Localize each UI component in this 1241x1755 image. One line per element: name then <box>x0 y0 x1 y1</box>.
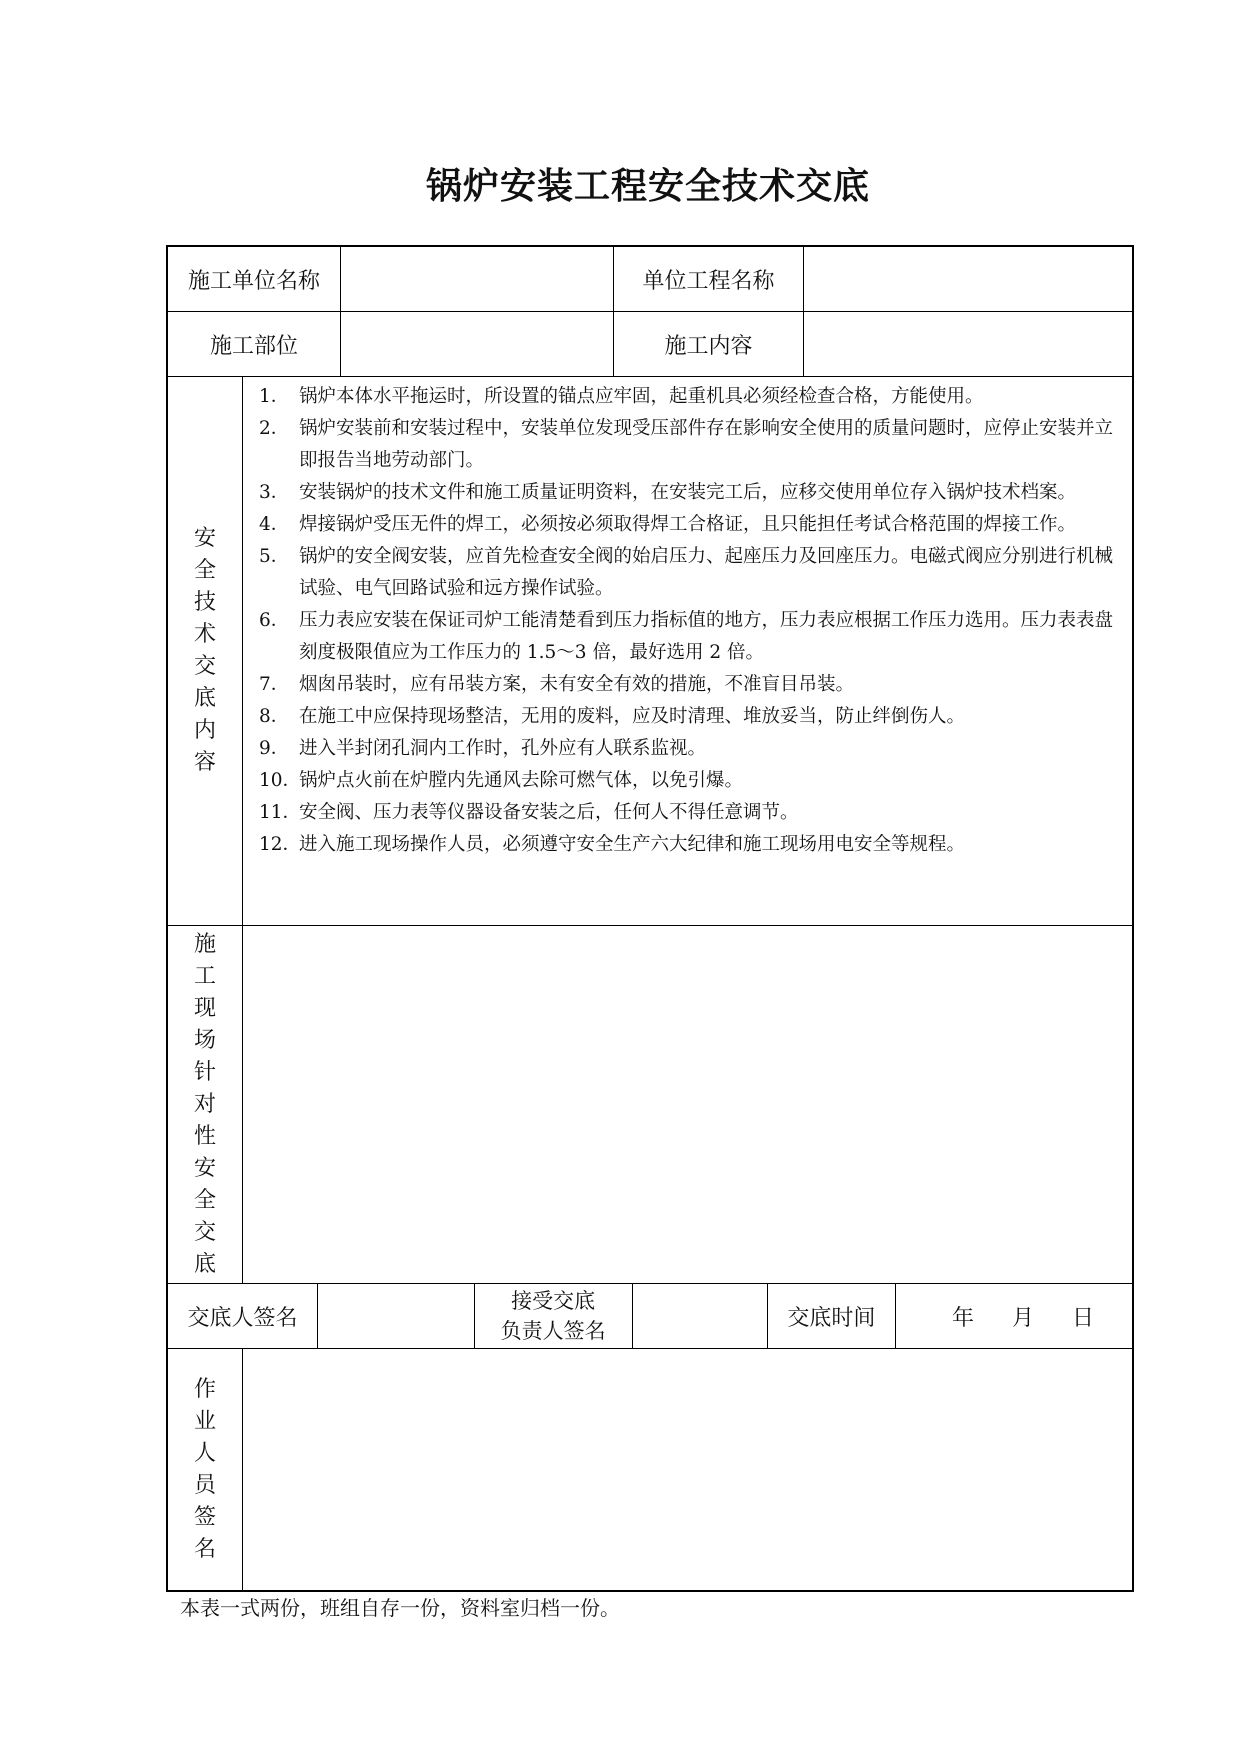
disclosure-form <box>166 245 1134 1592</box>
item-text: 烟囱吊装时，应有吊装方案，未有安全有效的措施，不准盲目吊装。 <box>299 674 855 695</box>
safety-content-row <box>168 377 1132 926</box>
receiver-label-line1: 接受交底 <box>511 1289 596 1313</box>
list-item <box>253 669 1122 701</box>
header-row-2 <box>168 312 1132 377</box>
item-text: 进入施工现场操作人员，必须遵守安全生产六大纪律和施工现场用电安全等规程。 <box>299 834 966 855</box>
item-text: 锅炉安装前和安装过程中，安装单位发现受压部件存在影响安全使用的质量问题时，应停止安装并立即报告当地劳动部门。 <box>299 418 1114 471</box>
location-label: 施工部位 <box>168 312 341 376</box>
label-char: 内 <box>193 718 216 743</box>
safety-items-list <box>243 377 1132 925</box>
item-number: 3． <box>259 482 290 503</box>
disclosure-date-field[interactable] <box>896 1284 1132 1348</box>
label-char: 交 <box>193 654 216 679</box>
label-char: 名 <box>193 1536 216 1562</box>
item-text: 压力表应安装在保证司炉工能清楚看到压力指标值的地方，压力表应根据工作压力选用。压力表表盘刻度极限值应为工作压力的 1.5～3 倍，最好选用 2 倍。 <box>299 610 1114 663</box>
label-char: 员 <box>193 1472 216 1498</box>
item-number: 1． <box>259 386 290 407</box>
label-char: 业 <box>193 1408 216 1434</box>
label-char: 作 <box>193 1376 216 1402</box>
label-char: 全 <box>193 558 216 583</box>
item-text: 锅炉点火前在炉膛内先通风去除可燃气体，以免引爆。 <box>299 770 744 791</box>
item-text: 锅炉的安全阀安装，应首先检查安全阀的始启压力、起座压力及回座压力。电磁式阀应分别进行机械试验、电气回路试验和远方操作试验。 <box>299 546 1114 599</box>
label-char: 针 <box>193 1059 216 1085</box>
project-name-field[interactable] <box>804 247 1132 311</box>
list-item <box>253 765 1122 797</box>
item-number: 8． <box>259 706 290 727</box>
list-item <box>253 701 1122 733</box>
label-char: 术 <box>193 622 216 647</box>
item-number: 5． <box>259 546 290 567</box>
item-text: 焊接锅炉受压无件的焊工，必须按必须取得焊工合格证，且只能担任考试合格范围的焊接工作。 <box>299 514 1077 535</box>
receiver-signature-field[interactable] <box>633 1284 768 1348</box>
workers-row <box>168 1349 1132 1590</box>
label-char: 技 <box>193 590 216 615</box>
item-text: 锅炉本体水平拖运时，所设置的锚点应牢固，起重机具必须经检查合格，方能使用。 <box>299 386 984 407</box>
list-item <box>253 829 1122 861</box>
item-number: 11． <box>259 802 302 823</box>
label-char: 施 <box>193 931 216 957</box>
item-number: 10． <box>259 770 302 791</box>
item-number: 9． <box>259 738 290 759</box>
item-number: 12． <box>259 834 302 855</box>
year-label: 年 <box>951 1305 974 1331</box>
list-item <box>253 413 1122 477</box>
label-char: 安 <box>193 526 216 551</box>
list-item <box>253 733 1122 765</box>
content-field[interactable] <box>804 312 1132 376</box>
label-char: 交 <box>193 1219 216 1245</box>
item-number: 4． <box>259 514 290 535</box>
list-item <box>253 797 1122 829</box>
label-char: 性 <box>193 1123 216 1149</box>
label-char: 工 <box>193 963 216 989</box>
footer-note: 本表一式两份，班组自存一份，资料室归档一份。 <box>180 1596 620 1620</box>
site-specific-field[interactable] <box>243 926 1132 1283</box>
list-item <box>253 477 1122 509</box>
label-char: 安 <box>193 1155 216 1181</box>
list-item <box>253 509 1122 541</box>
month-label: 月 <box>1011 1305 1034 1331</box>
label-char: 场 <box>193 1027 216 1053</box>
receiver-label-line2: 负责人签名 <box>500 1319 606 1343</box>
item-text: 安全阀、压力表等仪器设备安装之后，任何人不得任意调节。 <box>299 802 799 823</box>
label-char: 现 <box>193 995 216 1021</box>
unit-name-field[interactable] <box>341 247 614 311</box>
project-name-label: 单位工程名称 <box>614 247 804 311</box>
site-specific-row <box>168 926 1132 1284</box>
unit-name-label: 施工单位名称 <box>168 247 341 311</box>
content-label: 施工内容 <box>614 312 804 376</box>
list-item <box>253 605 1122 669</box>
discloser-signature-field[interactable] <box>318 1284 475 1348</box>
list-item <box>253 541 1122 605</box>
location-field[interactable] <box>341 312 614 376</box>
item-number: 6． <box>259 610 290 631</box>
label-char: 对 <box>193 1091 216 1117</box>
item-text: 进入半封闭孔洞内工作时，孔外应有人联系监视。 <box>299 738 707 759</box>
page-title: 锅炉安装工程安全技术交底 <box>425 165 870 207</box>
list-item <box>253 381 1122 413</box>
label-char: 底 <box>193 686 216 711</box>
site-specific-label <box>168 926 243 1283</box>
signature-row <box>168 1284 1132 1349</box>
item-number: 2． <box>259 418 290 439</box>
time-label: 交底时间 <box>768 1284 896 1348</box>
header-row-1 <box>168 247 1132 312</box>
item-number: 7． <box>259 674 290 695</box>
label-char: 全 <box>193 1187 216 1213</box>
label-char: 人 <box>193 1440 216 1466</box>
item-text: 在施工中应保持现场整洁，无用的废料，应及时清理、堆放妥当，防止绊倒伤人。 <box>299 706 966 727</box>
workers-label <box>168 1349 243 1590</box>
receiver-label <box>475 1284 633 1348</box>
label-char: 签 <box>193 1504 216 1530</box>
label-char: 容 <box>193 750 216 775</box>
item-text: 安装锅炉的技术文件和施工质量证明资料，在安装完工后，应移交使用单位存入锅炉技术档案。 <box>299 482 1077 503</box>
day-label: 日 <box>1072 1305 1095 1331</box>
label-char: 底 <box>193 1251 216 1277</box>
safety-content-label <box>168 377 243 925</box>
discloser-label: 交底人签名 <box>168 1284 318 1348</box>
workers-signature-field[interactable] <box>243 1349 1132 1590</box>
